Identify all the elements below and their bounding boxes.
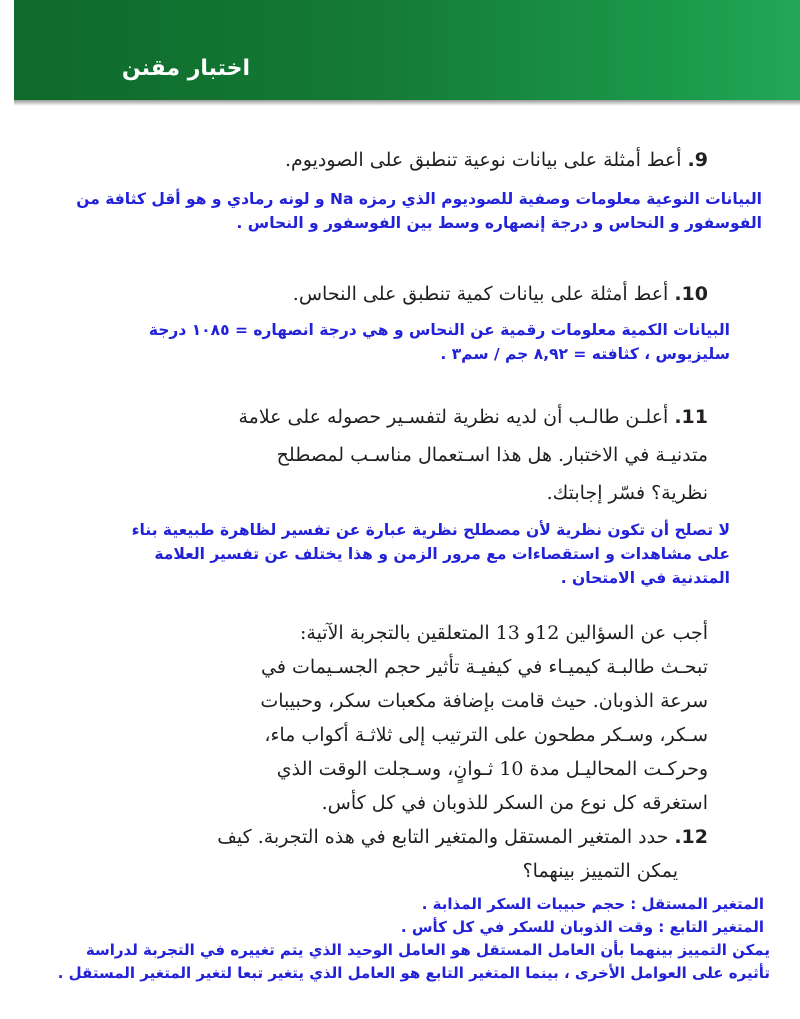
answer-line: على مشاهدات و استقصاءات مع مرور الزمن و هذا يختلف عن تفسير العلامة	[154, 545, 730, 563]
question-9	[68, 145, 708, 175]
question-text: يمكن التمييز بينهما؟	[522, 860, 678, 882]
passage-line: سرعة الذوبان. حيث قامت بإضافة مكعبات سكر، وحبيبات	[260, 690, 708, 712]
header-divider	[14, 100, 800, 106]
answer-line: البيانات النوعية معلومات وصفية للصوديوم الذي رمزه Na و لونه رمادي و هو أقل كثافة من	[76, 190, 762, 208]
passage-intro: أجب عن السؤالين 12و 13 المتعلقين بالتجربة الآتية:	[299, 622, 708, 644]
answer-line: المتغير التابع : وقت الذوبان للسكر في كل كأس .	[400, 918, 764, 936]
passage-line: تبحـث طالبـة كيميـاء في كيفيـة تأثير حجم الجسـيمات في	[261, 656, 708, 678]
question-11	[108, 398, 708, 512]
passage-body	[28, 650, 708, 820]
question-text: أعط أمثلة على بيانات كمية تنطبق على النحاس.	[292, 283, 669, 305]
header-band	[14, 0, 800, 100]
question-number: 11.	[674, 406, 708, 428]
question-number: 12.	[674, 826, 708, 848]
question-number: 10.	[674, 283, 708, 305]
question-number: 9.	[687, 149, 708, 171]
question-text: أعلـن طالـب أن لديه نظرية لتفسـير حصوله على علامة	[238, 406, 669, 428]
answer-10	[30, 318, 730, 366]
answer-9	[22, 187, 762, 235]
question-12	[28, 820, 708, 888]
answer-line: يمكن التمييز بينهما بأن العامل المستقل هو العامل الوحيد الذي يتم تغييره في التجربة لدراسة	[85, 941, 770, 959]
question-text: نظرية؟ فسّر إجابتك.	[546, 482, 708, 504]
answer-line: لا تصلح أن تكون نظرية لأن مصطلح نظرية عبارة عن تفسير لظاهرة طبيعية بناء	[131, 521, 730, 539]
question-10	[68, 279, 708, 309]
question-text: متدنيـة في الاختبار. هل هذا اسـتعمال مناسـب لمصطلح	[276, 444, 708, 466]
passage-line: سـكر، وسـكر مطحون على الترتيب إلى ثلاثـة أكواب ماء،	[264, 724, 708, 746]
answer-line: البيانات الكمية معلومات رقمية عن النحاس و هي درجة انصهاره = ١٠٨٥ درجة	[148, 321, 730, 339]
page-title: اختبار مقنن	[121, 56, 250, 81]
answer-11	[30, 518, 730, 590]
answer-line: المتغير المستقل : حجم حبيبات السكر المذابة .	[421, 895, 764, 913]
answer-line: تأثيره على العوامل الأخرى ، بينما المتغير التابع هو العامل الذي يتغير تبعا لتغير المتغير المستقل .	[57, 964, 770, 982]
question-text: أعط أمثلة على بيانات نوعية تنطبق على الصوديوم.	[284, 149, 682, 171]
passage-line: استغرقه كل نوع من السكر للذوبان في كل كأس.	[321, 792, 708, 814]
answer-line: سليزيوس ، كثافته = ٨,٩٢ جم / سم٣ .	[440, 345, 730, 363]
answer-12	[10, 893, 770, 985]
passage-line: وحركـت المحاليـل مدة 10 ثـوانٍ، وسـجلت الوقت الذي	[276, 758, 708, 780]
answer-line: المتدنية في الامتحان .	[560, 569, 730, 587]
answer-line: الفوسفور و النحاس و درجة إنصهاره وسط بين الفوسفور و النحاس .	[236, 214, 762, 232]
question-text: حدد المتغير المستقل والمتغير التابع في هذه التجربة. كيف	[217, 826, 669, 848]
